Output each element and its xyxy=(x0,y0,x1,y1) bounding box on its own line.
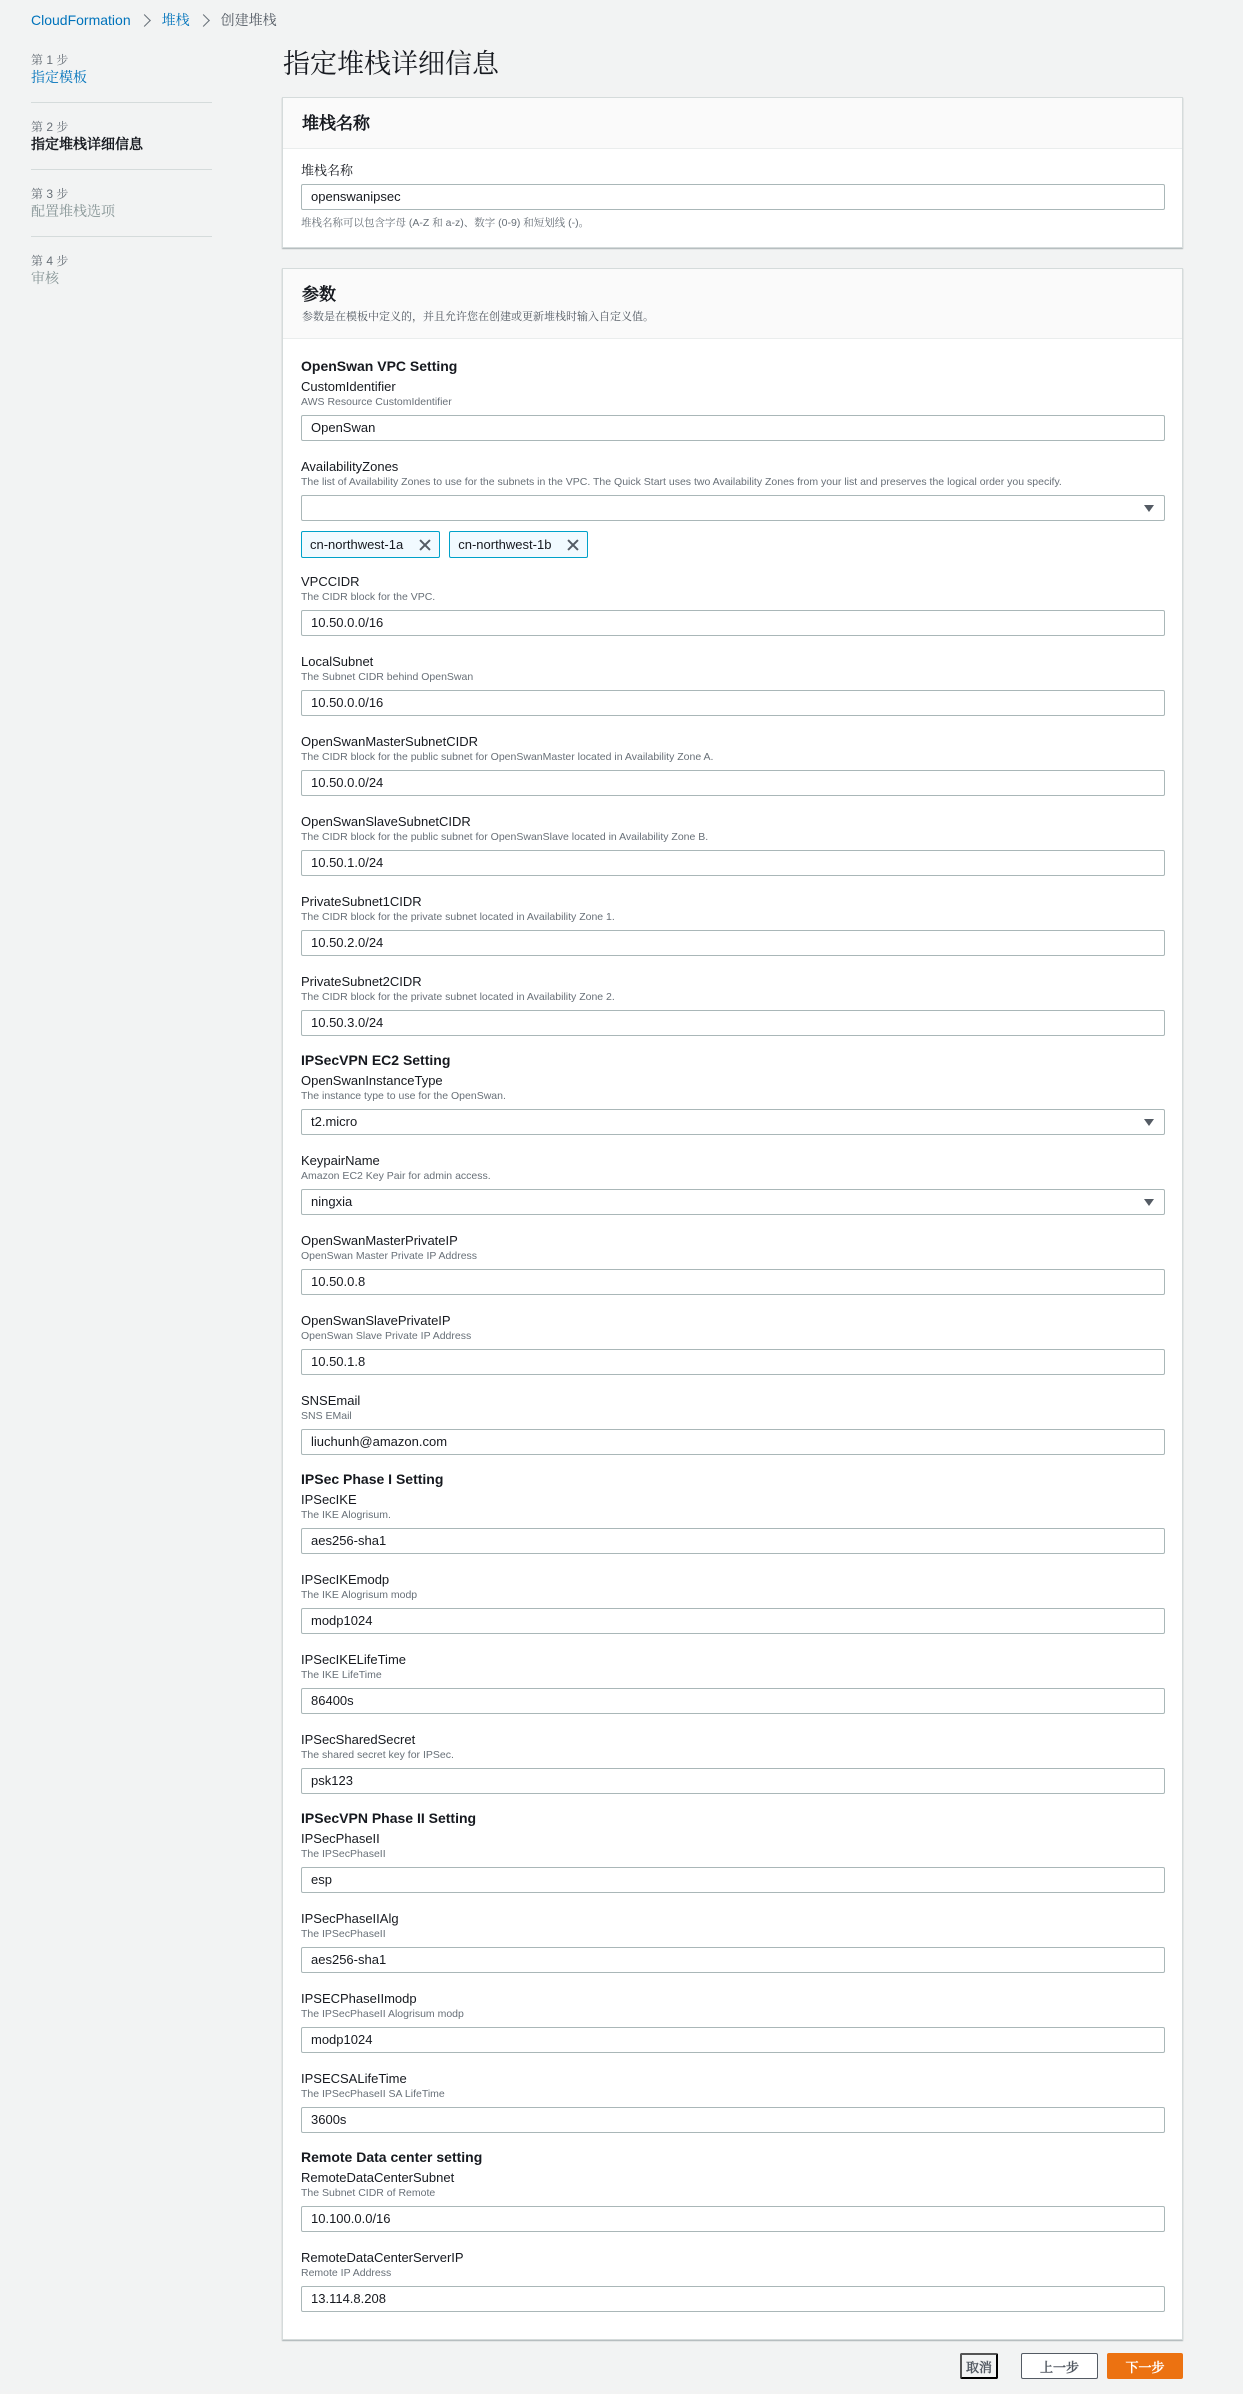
ike-lifetime-input[interactable]: 86400s xyxy=(301,1688,1165,1714)
page-title: 指定堆栈详细信息 xyxy=(283,49,499,79)
keypair-select[interactable]: ningxia xyxy=(301,1189,1165,1215)
private-subnet1-input[interactable]: 10.50.2.0/24 xyxy=(301,930,1165,956)
field-remote-subnet xyxy=(301,2170,1164,2232)
zone-token-label: cn-northwest-1a xyxy=(310,537,404,552)
field-label: IPSecSharedSecret xyxy=(301,1732,416,1747)
field-description: The CIDR block for the public subnet for OpenSwanMaster located in Availability Zone A. xyxy=(301,751,714,763)
field-phase2 xyxy=(301,1831,1164,1893)
ike-modp-input[interactable]: modp1024 xyxy=(301,1608,1165,1634)
field-description: The instance type to use for the OpenSwan. xyxy=(301,1090,506,1102)
wizard-steps xyxy=(31,52,212,319)
step-title-review: 审核 xyxy=(31,270,59,286)
field-master-subnet-cidr xyxy=(301,734,1164,796)
wizard-step-4 xyxy=(31,253,212,303)
field-label: OpenSwanMasterSubnetCIDR xyxy=(301,734,479,749)
remote-server-ip-input[interactable]: 13.114.8.208 xyxy=(301,2286,1165,2312)
field-description: The CIDR block for the private subnet located in Availability Zone 1. xyxy=(301,911,615,923)
field-description: The IKE Alogrisum. xyxy=(301,1509,391,1521)
step-title-stack-options: 配置堆栈选项 xyxy=(31,203,115,219)
field-description: The CIDR block for the VPC. xyxy=(301,591,436,603)
close-icon[interactable] xyxy=(567,539,579,551)
panel-description: 参数是在模板中定义的，并且允许您在创建或更新堆栈时输入自定义值。 xyxy=(302,311,654,323)
next-button[interactable]: 下一步 xyxy=(1107,2353,1183,2379)
field-private-subnet1 xyxy=(301,894,1164,956)
close-icon[interactable] xyxy=(419,539,431,551)
field-local-subnet xyxy=(301,654,1164,716)
field-master-private-ip xyxy=(301,1233,1164,1295)
field-label: OpenSwanSlavePrivateIP xyxy=(301,1313,451,1328)
field-description: Amazon EC2 Key Pair for admin access. xyxy=(301,1170,491,1182)
stack-name-hint: 堆栈名称可以包含字母 (A-Z 和 a-z)、数字 (0-9) 和短划线 (-)。 xyxy=(301,217,590,229)
instance-type-select[interactable]: t2.micro xyxy=(301,1109,1165,1135)
field-ike xyxy=(301,1492,1164,1554)
field-slave-private-ip xyxy=(301,1313,1164,1375)
field-ike-lifetime xyxy=(301,1652,1164,1714)
section-heading-phase2: IPSecVPN Phase II Setting xyxy=(301,1810,477,1826)
field-label: SNSEmail xyxy=(301,1393,361,1408)
chevron-right-icon xyxy=(197,14,210,27)
zone-token-label: cn-northwest-1b xyxy=(458,537,552,552)
master-private-ip-input[interactable]: 10.50.0.8 xyxy=(301,1269,1165,1295)
field-phase2-modp xyxy=(301,1991,1164,2053)
field-label: IPSecIKE xyxy=(301,1492,357,1507)
field-description: The Subnet CIDR behind OpenSwan xyxy=(301,671,474,683)
field-label: PrivateSubnet1CIDR xyxy=(301,894,422,909)
section-heading-remote: Remote Data center setting xyxy=(301,2149,483,2165)
wizard-step-3 xyxy=(31,186,212,237)
selected-zones xyxy=(301,531,1164,558)
step-number: 第 2 步 xyxy=(31,120,69,134)
custom-identifier-input[interactable]: OpenSwan xyxy=(301,415,1165,441)
field-label: IPSecIKELifeTime xyxy=(301,1652,407,1667)
step-title-stack-details: 指定堆栈详细信息 xyxy=(31,136,143,152)
field-description: Remote IP Address xyxy=(301,2267,392,2279)
previous-button[interactable]: 上一步 xyxy=(1021,2353,1098,2379)
field-label: KeypairName xyxy=(301,1153,380,1168)
panel-header xyxy=(283,98,1182,149)
field-label: IPSecPhaseIIAlg xyxy=(301,1911,399,1926)
step-number: 第 1 步 xyxy=(31,53,69,67)
field-label: LocalSubnet xyxy=(301,654,374,669)
panel-title: 参数 xyxy=(302,285,336,304)
field-custom-identifier xyxy=(301,379,1164,441)
field-slave-subnet-cidr xyxy=(301,814,1164,876)
field-shared-secret xyxy=(301,1732,1164,1794)
private-subnet2-input[interactable]: 10.50.3.0/24 xyxy=(301,1010,1165,1036)
shared-secret-input[interactable]: psk123 xyxy=(301,1768,1165,1794)
field-description: AWS Resource CustomIdentifier xyxy=(301,396,452,408)
field-label: RemoteDataCenterServerIP xyxy=(301,2250,464,2265)
field-remote-server-ip xyxy=(301,2250,1164,2312)
field-label: VPCCIDR xyxy=(301,574,360,589)
panel-title: 堆栈名称 xyxy=(302,114,370,133)
field-description: The Subnet CIDR of Remote xyxy=(301,2187,436,2199)
field-label: IPSecPhaseII xyxy=(301,1831,380,1846)
ike-input[interactable]: aes256-sha1 xyxy=(301,1528,1165,1554)
panel-header xyxy=(283,269,1182,339)
field-description: The IKE LifeTime xyxy=(301,1669,382,1681)
master-subnet-cidr-input[interactable]: 10.50.0.0/24 xyxy=(301,770,1165,796)
remote-subnet-input[interactable]: 10.100.0.0/16 xyxy=(301,2206,1165,2232)
local-subnet-input[interactable]: 10.50.0.0/16 xyxy=(301,690,1165,716)
breadcrumb-stacks[interactable]: 堆栈 xyxy=(161,12,190,28)
phase2-modp-input[interactable]: modp1024 xyxy=(301,2027,1165,2053)
field-description: The shared secret key for IPSec. xyxy=(301,1749,454,1761)
field-sns-email xyxy=(301,1393,1164,1455)
field-ike-modp xyxy=(301,1572,1164,1634)
field-label: AvailabilityZones xyxy=(301,459,399,474)
field-description: The IPSecPhaseII Alogrisum modp xyxy=(301,2008,464,2020)
field-description: OpenSwan Master Private IP Address xyxy=(301,1250,478,1262)
field-label: IPSECPhaseIImodp xyxy=(301,1991,417,2006)
field-phase2-alg xyxy=(301,1911,1164,1973)
field-description: The CIDR block for the private subnet located in Availability Zone 2. xyxy=(301,991,615,1003)
field-instance-type xyxy=(301,1073,1164,1135)
step-number: 第 4 步 xyxy=(31,254,69,268)
field-description: The CIDR block for the public subnet for OpenSwanSlave located in Availability Zone B. xyxy=(301,831,709,843)
section-heading-phase1: IPSec Phase I Setting xyxy=(301,1471,444,1487)
phase2-input[interactable]: esp xyxy=(301,1867,1165,1893)
wizard-step-2 xyxy=(31,119,212,170)
field-description: The IPSecPhaseII xyxy=(301,1848,386,1860)
zone-token xyxy=(301,531,440,558)
stack-name-input[interactable]: openswanipsec xyxy=(301,184,1165,210)
chevron-right-icon xyxy=(138,14,151,27)
field-vpc-cidr xyxy=(301,574,1164,636)
vpc-cidr-input[interactable]: 10.50.0.0/16 xyxy=(301,610,1165,636)
sa-lifetime-input[interactable]: 3600s xyxy=(301,2107,1165,2133)
field-description: The list of Availability Zones to use for the subnets in the VPC. The Quick Start uses two Availability Zones from your list and preserves the logical order you specify. xyxy=(301,476,1062,488)
step-number: 第 3 步 xyxy=(31,187,69,201)
availability-zones-select[interactable] xyxy=(301,495,1165,521)
section-heading-ec2: IPSecVPN EC2 Setting xyxy=(301,1052,451,1068)
field-sa-lifetime xyxy=(301,2071,1164,2133)
field-label: OpenSwanMasterPrivateIP xyxy=(301,1233,458,1248)
field-description: OpenSwan Slave Private IP Address xyxy=(301,1330,472,1342)
field-label: RemoteDataCenterSubnet xyxy=(301,2170,455,2185)
breadcrumb xyxy=(31,10,277,30)
field-label: OpenSwanInstanceType xyxy=(301,1073,443,1088)
parameters-panel xyxy=(282,268,1183,2340)
field-description: SNS EMail xyxy=(301,1410,352,1422)
field-private-subnet2 xyxy=(301,974,1164,1036)
field-label: OpenSwanSlaveSubnetCIDR xyxy=(301,814,471,829)
slave-private-ip-input[interactable]: 10.50.1.8 xyxy=(301,1349,1165,1375)
wizard-step-1 xyxy=(31,52,212,103)
field-availability-zones xyxy=(301,459,1164,558)
breadcrumb-cloudformation[interactable]: CloudFormation xyxy=(31,12,131,28)
stack-name-panel xyxy=(282,97,1183,248)
breadcrumb-create-stack: 创建堆栈 xyxy=(220,12,277,28)
section-heading-vpc: OpenSwan VPC Setting xyxy=(301,358,458,374)
field-label: CustomIdentifier xyxy=(301,379,396,394)
field-label: IPSECSALifeTime xyxy=(301,2071,407,2086)
zone-token xyxy=(449,531,588,558)
field-description: The IKE Alogrisum modp xyxy=(301,1589,418,1601)
slave-subnet-cidr-input[interactable]: 10.50.1.0/24 xyxy=(301,850,1165,876)
field-keypair xyxy=(301,1153,1164,1215)
cancel-button[interactable]: 取消 xyxy=(960,2353,998,2379)
field-description: The IPSecPhaseII SA LifeTime xyxy=(301,2088,445,2100)
field-label: IPSecIKEmodp xyxy=(301,1572,390,1587)
stack-name-label: 堆栈名称 xyxy=(301,163,354,178)
sns-email-input[interactable]: liuchunh@amazon.com xyxy=(301,1429,1165,1455)
field-label: PrivateSubnet2CIDR xyxy=(301,974,422,989)
step-link-specify-template[interactable]: 指定模板 xyxy=(31,69,87,85)
phase2-alg-input[interactable]: aes256-sha1 xyxy=(301,1947,1165,1973)
field-description: The IPSecPhaseII xyxy=(301,1928,386,1940)
